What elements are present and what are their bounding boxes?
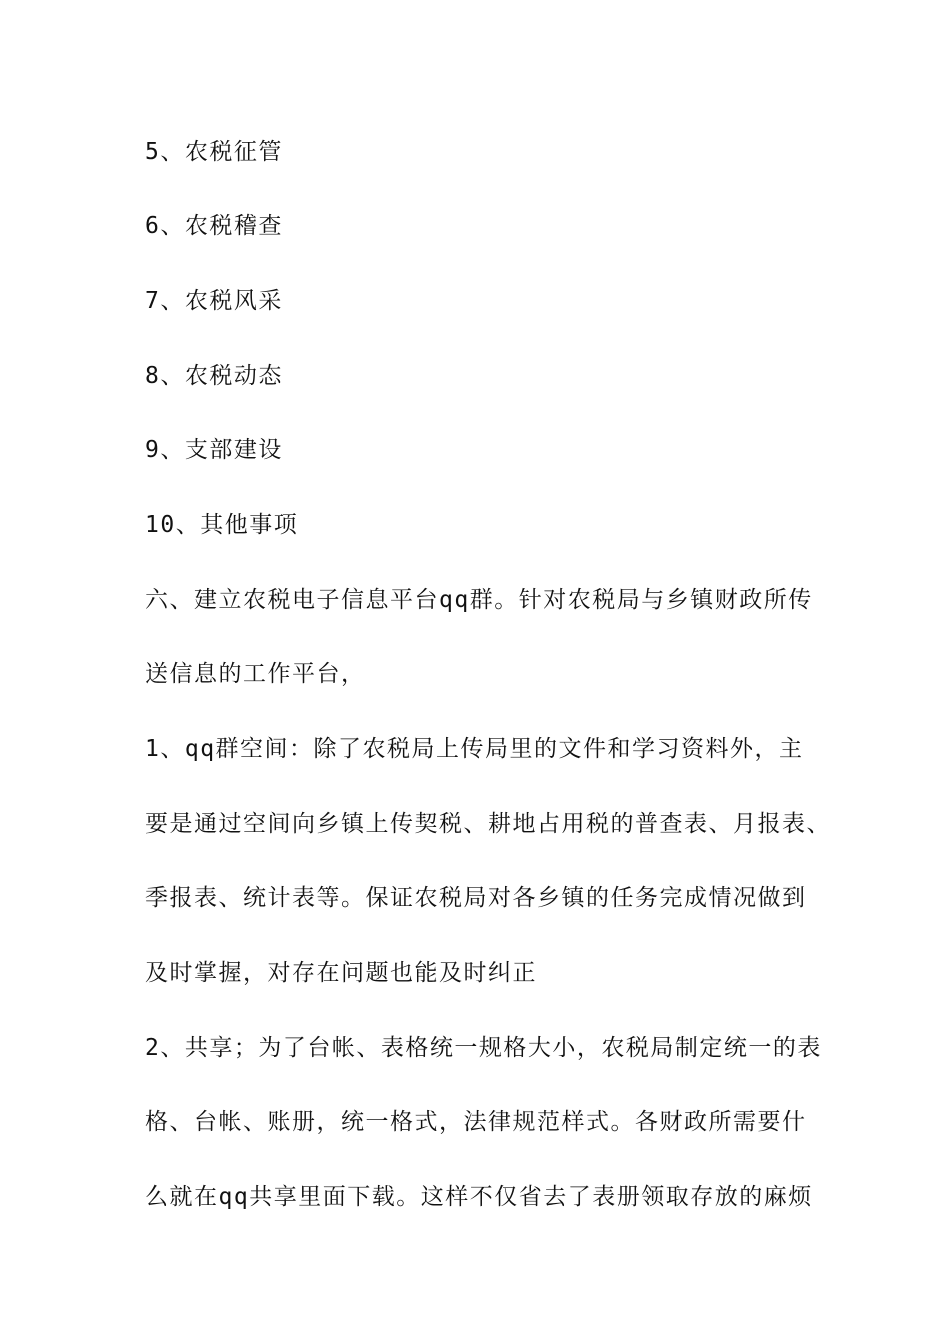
list-item-5: 5、农税征管	[145, 139, 283, 165]
list-item-10: 10、其他事项	[145, 512, 299, 538]
paragraph-qq-space-line-4: 及时掌握，对存在问题也能及时纠正	[145, 960, 537, 986]
paragraph-sharing-line-1: 2、共享；为了台帐、表格统一规格大小，农税局制定统一的表	[145, 1035, 822, 1061]
section-six-line-2: 送信息的工作平台，	[145, 661, 366, 687]
section-six-line-1: 六、建立农税电子信息平台qq群。针对农税局与乡镇财政所传	[145, 587, 813, 613]
list-item-9: 9、支部建设	[145, 437, 283, 463]
list-item-7: 7、农税风采	[145, 288, 283, 314]
paragraph-qq-space-line-3: 季报表、统计表等。保证农税局对各乡镇的任务完成情况做到	[145, 885, 807, 911]
paragraph-qq-space-line-2: 要是通过空间向乡镇上传契税、耕地占用税的普查表、月报表、	[145, 811, 831, 837]
list-item-8: 8、农税动态	[145, 363, 283, 389]
paragraph-qq-space-line-1: 1、qq群空间：除了农税局上传局里的文件和学习资料外，主	[145, 736, 804, 762]
paragraph-sharing-line-3: 么就在qq共享里面下载。这样不仅省去了表册领取存放的麻烦	[145, 1184, 813, 1210]
paragraph-sharing-line-2: 格、台帐、账册，统一格式，法律规范样式。各财政所需要什	[145, 1109, 807, 1135]
list-item-6: 6、农税稽查	[145, 213, 283, 239]
